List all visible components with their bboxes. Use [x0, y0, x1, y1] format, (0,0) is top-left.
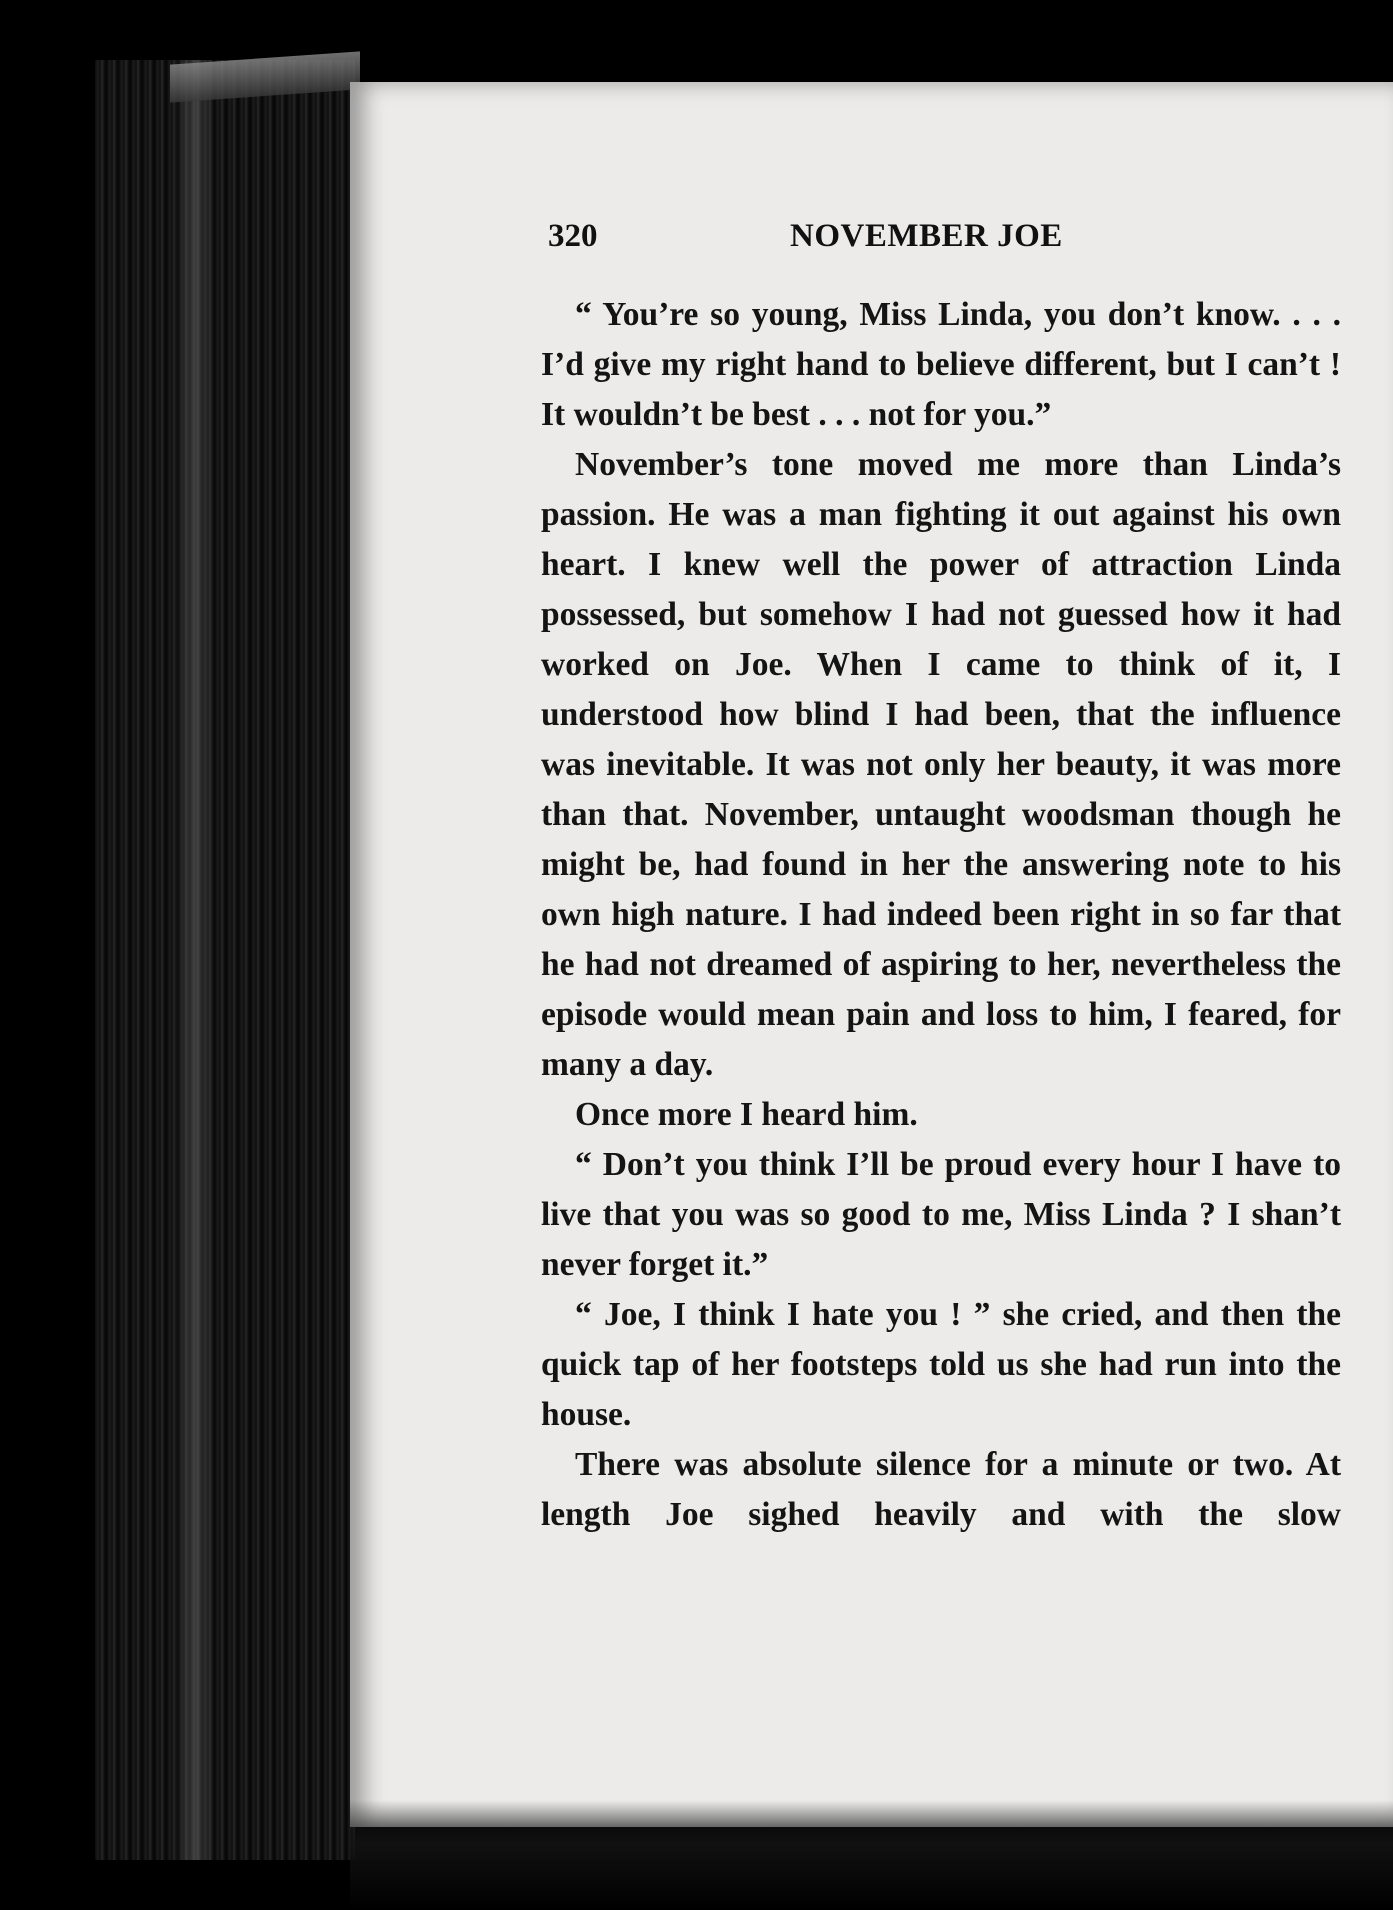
running-head: NOVEMBER JOE: [790, 218, 1063, 254]
paragraph: “ Joe, I think I hate you ! ” she cried, and then the quick tap of her footsteps told us she had run into the house.: [541, 1296, 1341, 1433]
page-edges-highlight: [175, 60, 215, 1860]
paragraph: November’s tone moved me more than Linda’s passion. He was a man fighting it out against his own heart. I knew well the power of attraction Linda possessed, but somehow I had not guessed how it had worked on Joe. When I came to think of it, I understood how blind I had been, that the influence was inevitable. It was not only her beauty, it was more than that. November, untaught woodsman though he might be, had found in her the answering note to his own high nature. I had indeed been right in so far that he had not dreamed of aspiring to her, nevertheless the episode would mean pain and loss to him, I feared, for many a day.: [541, 446, 1341, 1083]
page-header: [548, 218, 1340, 268]
page-number: 320: [548, 218, 598, 254]
paragraph: Once more I heard him.: [575, 1096, 918, 1133]
bottom-shadow: [350, 1800, 1393, 1910]
paragraph: “ Don’t you think I’ll be proud every hour I have to live that you was so good to me, Miss Linda ? I shan’t never forget it.”: [541, 1146, 1341, 1283]
paragraph: “ You’re so young, Miss Linda, you don’t know. . . . I’d give my right hand to believe different, but I can’t ! It wouldn’t be best . . . not for you.”: [541, 296, 1341, 433]
paragraph: There was absolute silence for a minute or two. At length Joe sighed heavily and with the slow: [541, 1446, 1341, 1533]
body-text: [541, 290, 1341, 1540]
book-page-edges: [95, 60, 355, 1860]
